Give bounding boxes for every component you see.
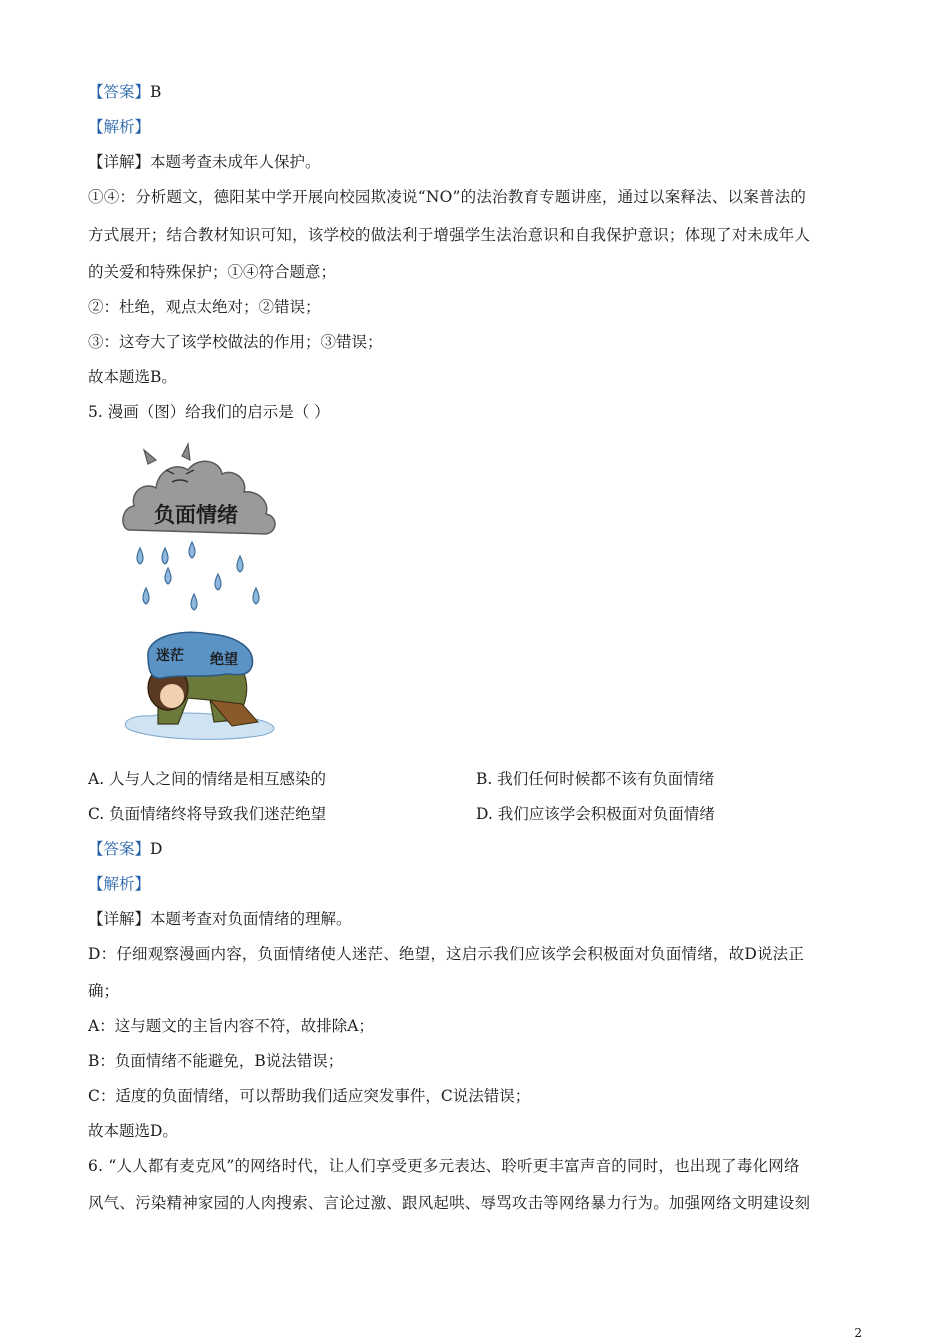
page-number: 2: [854, 1326, 862, 1340]
q4-detail: 【详解】本题考查未成年人保护。: [88, 153, 321, 171]
rain-drop: [237, 556, 243, 572]
person-face: [160, 684, 184, 708]
rain-drop: [253, 588, 259, 604]
cartoon-image: [118, 442, 283, 742]
q4-line-0: ①④：分析题文，德阳某中学开展向校园欺凌说“NO”的法治教育专题讲座，通过以案释法、以案普法的: [88, 188, 807, 206]
q4-line-1: 方式展开；结合教材知识可知，该学校的做法利于增强学生法治意识和自我保护意识；体现了对未成年人: [88, 226, 811, 244]
cloud-horn-right: [182, 444, 190, 460]
rain-drop: [143, 588, 149, 604]
rain-drop: [165, 568, 171, 584]
rain-drop: [215, 574, 221, 590]
option-a: A. 人与人之间的情绪是相互感染的: [88, 770, 327, 788]
q5-answer: D: [150, 840, 163, 858]
cloud-label: 负面情绪: [154, 503, 238, 527]
q4-line-2: 的关爱和特殊保护；①④符合题意；: [88, 263, 337, 281]
q4-line-5: 故本题选B。: [88, 368, 177, 386]
option-c: C. 负面情绪终将导致我们迷茫绝望: [88, 805, 327, 823]
rain-drops: [137, 542, 259, 610]
option-b: B. 我们任何时候都不该有负面情绪: [476, 770, 715, 788]
q4-answer-line: [88, 82, 863, 102]
q5-line-3: B：负面情绪不能避免，B说法错误；: [88, 1052, 344, 1070]
rain-drop: [191, 594, 197, 610]
answer-tag: 【答案】: [88, 83, 151, 101]
q5-question: 5. 漫画（图）给我们的启示是（ ）: [88, 403, 330, 421]
q5-analysis-tag: 【解析】: [88, 875, 151, 893]
q5-line-2: A：这与题文的主旨内容不符，故排除A；: [88, 1017, 374, 1035]
q6-line-0: 6. “人人都有麦克风”的网络时代，让人们享受更多元表达、聆听更丰富声音的同时，也出现了毒化网络: [88, 1157, 800, 1175]
rain-drop: [189, 542, 195, 558]
burden-label-right: 绝望: [210, 652, 238, 668]
rain-drop: [162, 548, 168, 564]
q4-line-3: ②：杜绝，观点太绝对；②错误；: [88, 298, 321, 316]
q6-line-1: 风气、污染精神家园的人肉搜索、言论过激、跟风起哄、辱骂攻击等网络暴力行为。加强网络文明建设刻: [88, 1194, 811, 1212]
q5-line-4: C：适度的负面情绪，可以帮助我们适应突发事件，C说法错误；: [88, 1087, 531, 1105]
q4-answer: B: [150, 83, 162, 101]
rain-drop: [137, 548, 143, 564]
q4-line-4: ③：这夸大了该学校做法的作用；③错误；: [88, 333, 383, 351]
q5-line-1: 确；: [88, 982, 120, 1000]
answer-tag: 【答案】: [88, 840, 151, 858]
q5-answer-line: [88, 839, 863, 859]
q5-line-5: 故本题选D。: [88, 1122, 178, 1140]
q5-detail: 【详解】本题考查对负面情绪的理解。: [88, 910, 352, 928]
q5-line-0: D：仔细观察漫画内容，负面情绪使人迷茫、绝望，这启示我们应该学会积极面对负面情绪，故D说法正: [88, 945, 805, 963]
burden-label-left: 迷茫: [156, 648, 184, 664]
cloud-horn-left: [144, 450, 156, 464]
option-d: D. 我们应该学会积极面对负面情绪: [476, 805, 715, 823]
q4-analysis-tag: 【解析】: [88, 118, 151, 136]
